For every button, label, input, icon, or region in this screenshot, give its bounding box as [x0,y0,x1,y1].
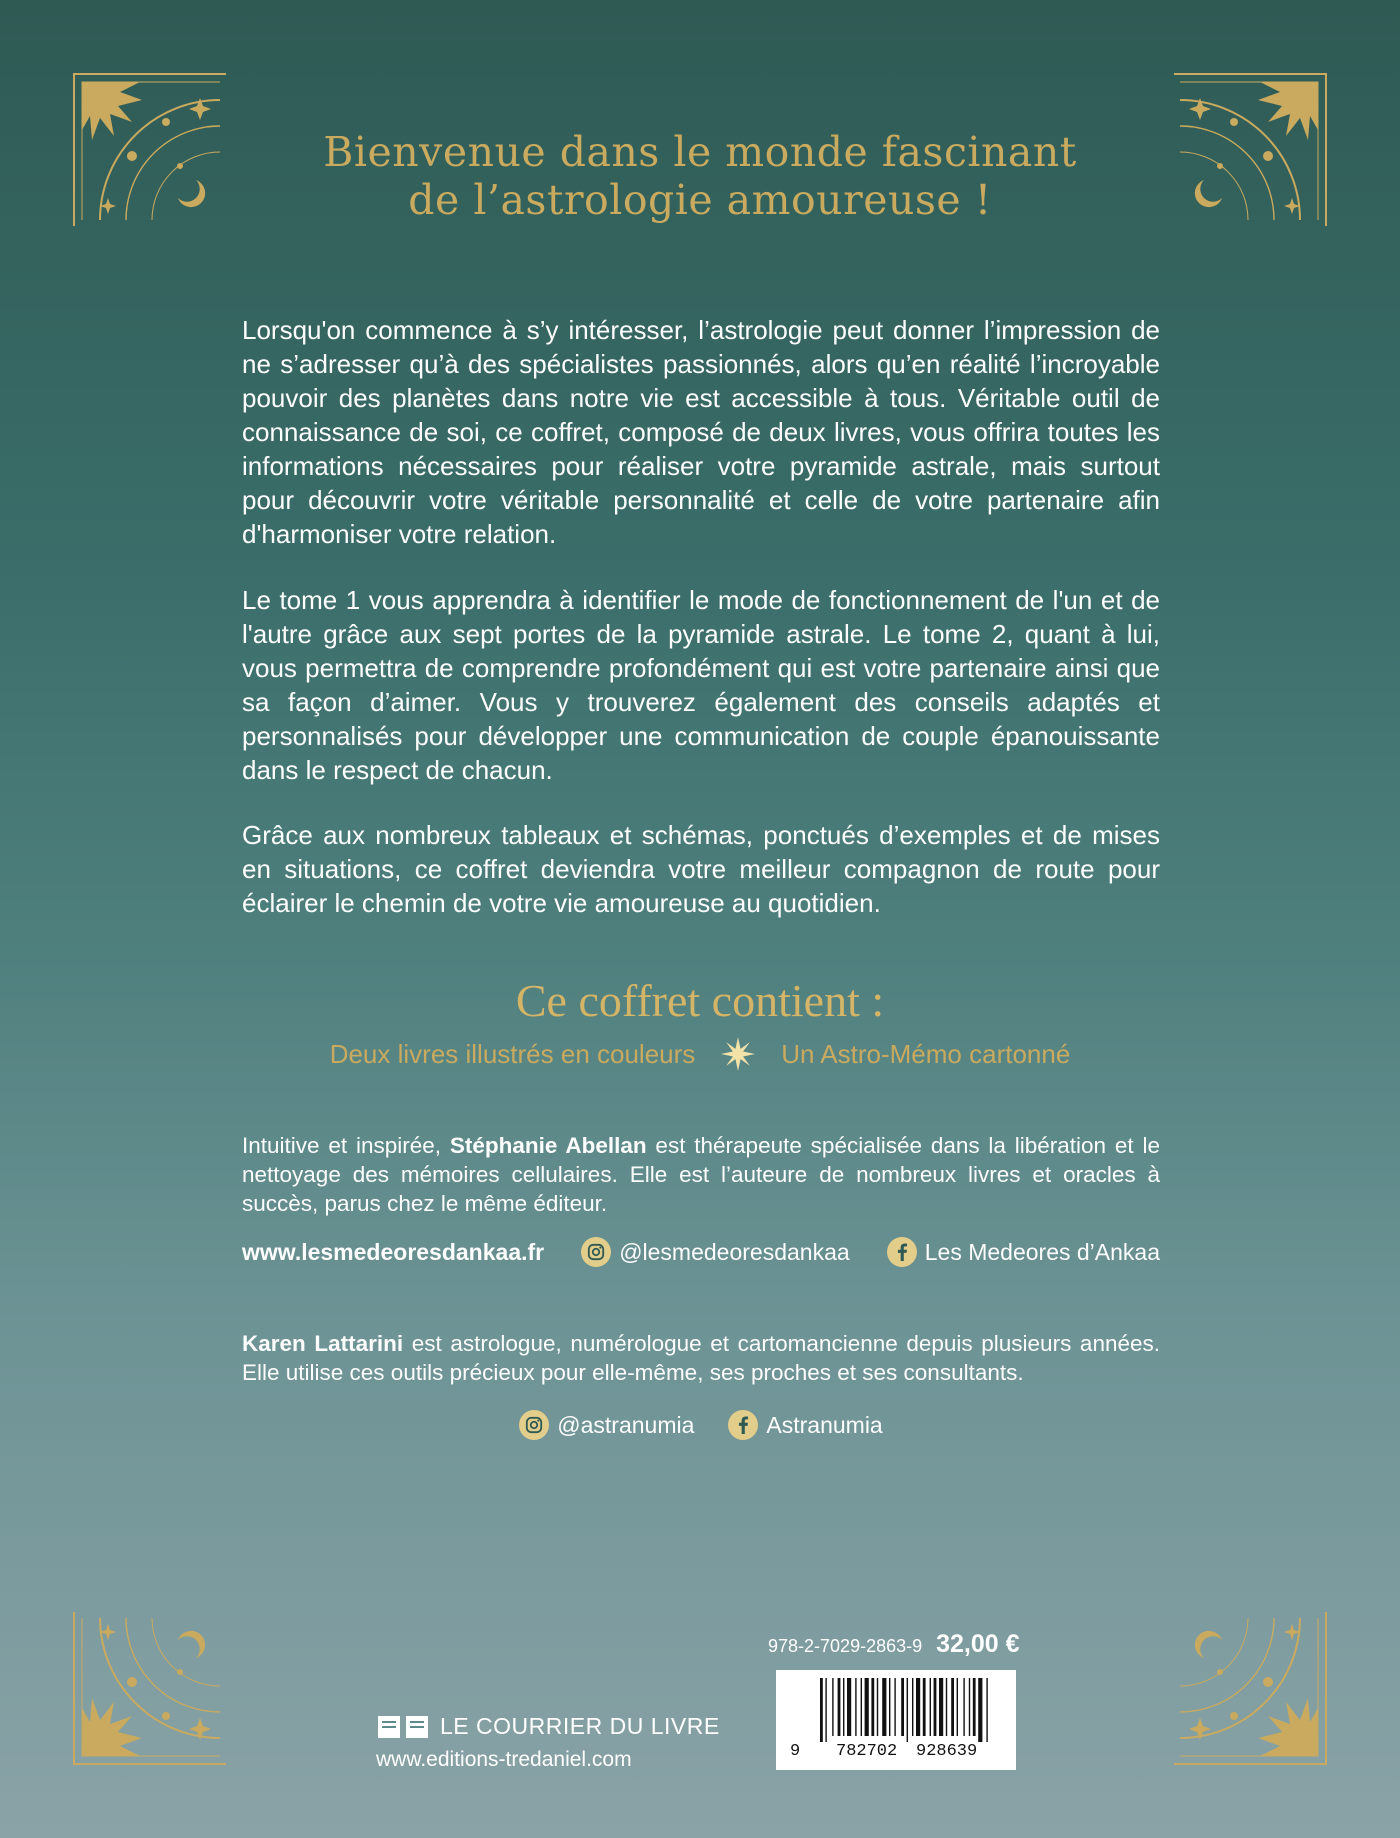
price: 32,00 € [936,1630,1020,1658]
barcode-bar [923,1678,926,1736]
author2-name: Karen Lattarini [242,1331,404,1356]
barcode-bar [946,1678,947,1736]
contents-item-memo: Un Astro-Mémo cartonné [781,1039,1071,1069]
barcode-bar [825,1678,826,1742]
author2-facebook-name: Astranumia [766,1411,883,1438]
headline-line-1: Bienvenue dans le monde fascinant [323,128,1077,176]
barcode-bar [838,1678,841,1736]
barcode-bar [907,1678,908,1742]
contents-item-books: Deux livres illustrés en couleurs [329,1039,696,1069]
isbn-number: 978-2-7029-2863-9 [768,1636,923,1656]
open-book-icon [376,1714,430,1740]
barcode-bars [784,1678,1008,1742]
author1-bio-text: est thérapeute spécialisée dans la libération et le nettoyage des mémoires cellulaires. Elle est l’auteure de nombreux livres et oracles à succès, parus chez le même éditeur. [242,1133,1160,1216]
barcode-bar [978,1678,982,1742]
barcode-digit-first: 9 [790,1742,801,1761]
instagram-icon [581,1237,611,1267]
barcode-bar [865,1678,869,1736]
barcode-bar [894,1678,895,1736]
publisher-url[interactable]: www.editions-tredaniel.com [376,1748,632,1771]
barcode-digits-left: 782702 [836,1742,898,1761]
barcode-bar [882,1678,886,1736]
eight-point-star-icon [721,1037,755,1071]
facebook-icon [887,1237,917,1267]
barcode-bar [934,1678,937,1736]
author-bio-stephanie [242,1131,1160,1218]
barcode-bar [939,1678,943,1736]
barcode-bar [843,1678,844,1736]
author2-links [242,1410,1160,1440]
barcode-bar [855,1678,856,1736]
author1-instagram-handle: @lesmedeoresdankaa [619,1238,850,1265]
corner-ornament-bottom-left [70,1608,230,1768]
barcode-bar [901,1678,904,1736]
contents-list [200,1036,1200,1072]
author2-instagram-link[interactable] [519,1410,694,1440]
barcode-bar [871,1678,874,1736]
contents-title: Ce coffret contient : [515,975,885,1026]
barcode-bar [986,1678,987,1742]
barcode [776,1670,1016,1770]
author-bio-karen [242,1329,1160,1387]
closing-paragraph: Grâce aux nombreux tableaux et schémas, ponctués d’exemples et de mises en situations, ce coffret deviendra votre meilleur compagnon de route pour éclairer le chemin de votre vie amoureuse au quotidien. [242,820,1160,918]
author2-bio-text: est astrologue, numérologue et cartomancienne depuis plusieurs années. Elle utilise ces outils précieux pour elle-même, ses proches et ses consultants. [242,1331,1160,1385]
corner-ornament-bottom-right [1170,1608,1330,1768]
barcode-bar [916,1678,920,1736]
author2-instagram-handle: @astranumia [557,1411,695,1438]
author1-intro: Intuitive et inspirée, [242,1133,450,1158]
publisher-name: LE COURRIER DU LIVRE [440,1713,720,1739]
barcode-bar [861,1678,862,1736]
headline [150,128,1250,224]
facebook-icon [728,1410,758,1440]
publisher-block [376,1713,720,1772]
author1-facebook-name: Les Medeores d’Ankaa [924,1238,1160,1265]
barcode-bar [820,1678,823,1742]
author1-facebook-link[interactable] [887,1237,1160,1267]
author1-name: Stéphanie Abellan [449,1133,647,1158]
barcode-bar [957,1678,958,1736]
barcode-bar [973,1678,976,1736]
author1-links [242,1237,1160,1267]
headline-line-2: de l’astrologie amoureuse ! [408,176,992,224]
barcode-bar [951,1678,954,1736]
barcode-bar [889,1678,890,1736]
barcode-bar [912,1678,913,1736]
author2-facebook-link[interactable] [728,1410,882,1440]
author1-instagram-link[interactable] [581,1237,849,1267]
barcode-bar [832,1678,833,1736]
volumes-paragraph: Le tome 1 vous apprendra à identifier le mode de fonctionnement de l'un et de l'autre grâce aux sept portes de la pyramide astrale. Le tome 2, quant à lui, vous permettra de comprendre profondément qui est votre partenaire ainsi que sa façon d’aimer. Vous y trouverez également des conseils adaptés et personnalisés pour développer une communication de couple épanouissante dans le respect de chacun. [242,585,1160,785]
author1-website-link[interactable]: www.lesmedeoresdankaa.fr [242,1238,545,1265]
instagram-icon [519,1410,549,1440]
barcode-bar [930,1678,931,1736]
barcode-bar [877,1678,878,1736]
barcode-digits-right: 928639 [916,1742,978,1761]
barcode-bar [963,1678,964,1736]
intro-paragraph: Lorsqu'on commence à s’y intéresser, l’astrologie peut donner l’impression de ne s’adresser qu’à des spécialistes passionnés, alors qu’en réalité l’incroyable pouvoir des planètes dans notre vie est accessible à tous. Véritable outil de connaissance de soi, ce coffret, composé de deux livres, vous offrira toutes les informations nécessaires pour réaliser votre pyramide astrale, mais surtout pour découvrir votre véritable personnalité et celle de votre partenaire afin d'harmoniser votre relation. [242,315,1160,549]
publisher-name-row [376,1713,720,1740]
barcode-bar [969,1678,970,1736]
isbn-price-row [768,1630,1020,1659]
barcode-bar [847,1678,851,1736]
